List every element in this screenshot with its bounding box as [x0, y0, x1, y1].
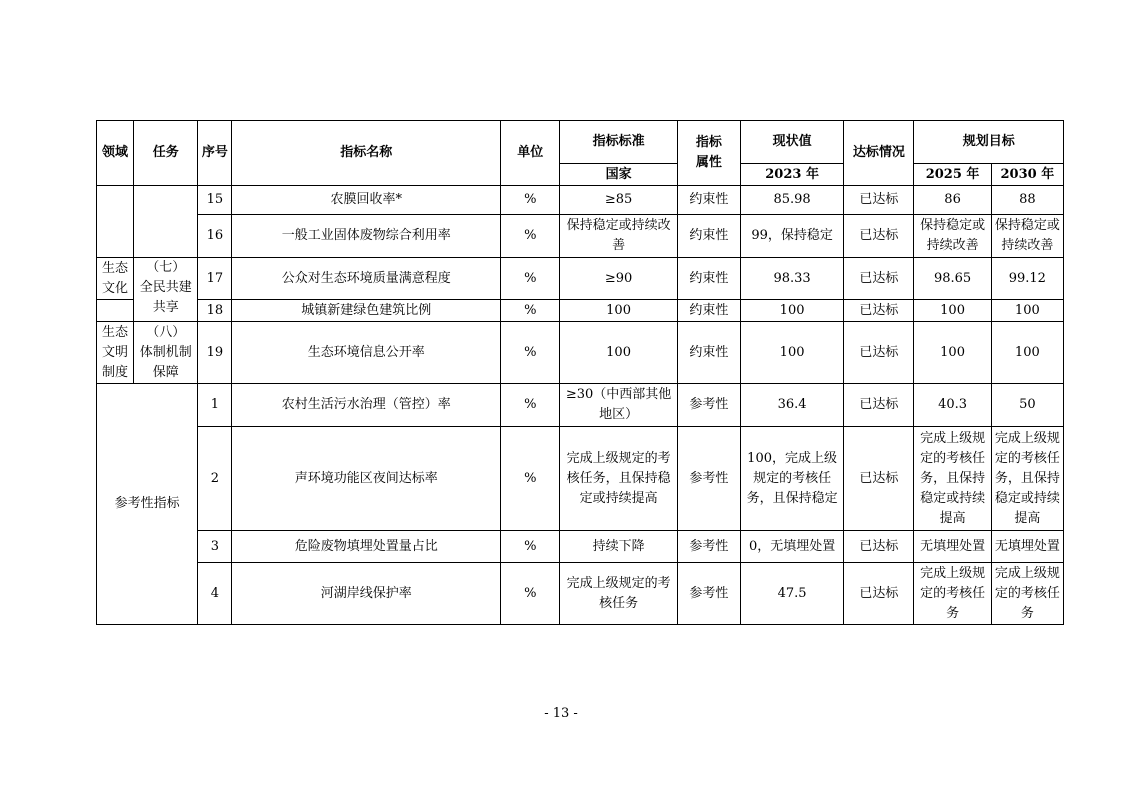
target-2030-cell: 完成上级规定的考核任务 [991, 563, 1063, 625]
seq-cell: 1 [198, 384, 232, 427]
reach-cell: 已达标 [844, 322, 914, 384]
seq-cell: 15 [198, 186, 232, 215]
domain-cell [97, 300, 134, 322]
header-status-2023: 2023 年 [740, 164, 843, 186]
header-standard-national: 国家 [560, 164, 677, 186]
header-target-2030: 2030 年 [991, 164, 1063, 186]
name-cell: 公众对生态环境质量满意程度 [232, 258, 501, 300]
table-row [97, 215, 1064, 258]
target-2030-cell: 无填埋处置 [991, 531, 1063, 563]
target-2030-cell: 99.12 [991, 258, 1063, 300]
attr-cell: 参考性 [677, 563, 740, 625]
page-number: - 13 - [544, 706, 578, 721]
domain-cell: 生态 文化 [97, 258, 134, 300]
reach-cell: 已达标 [844, 563, 914, 625]
reach-cell: 已达标 [844, 258, 914, 300]
header-reach: 达标情况 [844, 121, 914, 186]
unit-cell: % [501, 300, 560, 322]
attr-cell: 约束性 [677, 322, 740, 384]
attr-cell: 约束性 [677, 215, 740, 258]
header-target-2025: 2025 年 [914, 164, 991, 186]
target-2025-cell: 100 [914, 300, 991, 322]
name-cell: 城镇新建绿色建筑比例 [232, 300, 501, 322]
reach-cell: 已达标 [844, 186, 914, 215]
attr-cell: 约束性 [677, 186, 740, 215]
header-task: 任务 [134, 121, 198, 186]
unit-cell: % [501, 427, 560, 531]
seq-cell: 16 [198, 215, 232, 258]
standard-cell: 保持稳定或持续改善 [560, 215, 677, 258]
unit-cell: % [501, 563, 560, 625]
target-2030-cell: 100 [991, 300, 1063, 322]
name-cell: 农膜回收率* [232, 186, 501, 215]
unit-cell: % [501, 384, 560, 427]
standard-cell: ≥90 [560, 258, 677, 300]
unit-cell: % [501, 531, 560, 563]
seq-cell: 18 [198, 300, 232, 322]
domain-cell [97, 186, 134, 258]
header-name: 指标名称 [232, 121, 501, 186]
target-2025-cell: 86 [914, 186, 991, 215]
status-cell: 0，无填埋处置 [740, 531, 843, 563]
target-2025-cell: 98.65 [914, 258, 991, 300]
reach-cell: 已达标 [844, 300, 914, 322]
name-cell: 危险废物填埋处置量占比 [232, 531, 501, 563]
seq-cell: 4 [198, 563, 232, 625]
status-cell: 100 [740, 300, 843, 322]
name-cell: 一般工业固体废物综合利用率 [232, 215, 501, 258]
status-cell: 47.5 [740, 563, 843, 625]
standard-cell: ≥85 [560, 186, 677, 215]
unit-cell: % [501, 258, 560, 300]
unit-cell: % [501, 186, 560, 215]
reach-cell: 已达标 [844, 215, 914, 258]
table-row [97, 186, 1064, 215]
status-cell: 100 [740, 322, 843, 384]
status-cell: 36.4 [740, 384, 843, 427]
target-2030-cell: 100 [991, 322, 1063, 384]
target-2030-cell: 50 [991, 384, 1063, 427]
target-2025-cell: 40.3 [914, 384, 991, 427]
header-seq: 序号 [198, 121, 232, 186]
task-cell: （八） 体制机制 保障 [134, 322, 198, 384]
table-row [97, 258, 1064, 300]
attr-cell: 参考性 [677, 384, 740, 427]
standard-cell: 完成上级规定的考核任务，且保持稳定或持续提高 [560, 427, 677, 531]
table-row [97, 384, 1064, 427]
reference-domain-cell: 参考性指标 [97, 384, 198, 625]
reach-cell: 已达标 [844, 427, 914, 531]
header-standard: 指标标准 [560, 121, 677, 164]
table-row [97, 300, 1064, 322]
header-target: 规划目标 [914, 121, 1064, 164]
status-cell: 100，完成上级规定的考核任务，且保持稳定 [740, 427, 843, 531]
name-cell: 生态环境信息公开率 [232, 322, 501, 384]
target-2030-cell: 88 [991, 186, 1063, 215]
target-2025-cell: 完成上级规定的考核任务，且保持稳定或持续提高 [914, 427, 991, 531]
standard-cell: 100 [560, 322, 677, 384]
status-cell: 85.98 [740, 186, 843, 215]
table-row [97, 322, 1064, 384]
unit-cell: % [501, 322, 560, 384]
table-row [97, 531, 1064, 563]
attr-cell: 参考性 [677, 531, 740, 563]
standard-cell: ≥30（中西部其他地区） [560, 384, 677, 427]
table-row [97, 427, 1064, 531]
unit-cell: % [501, 215, 560, 258]
domain-cell: 生态 文明 制度 [97, 322, 134, 384]
status-cell: 99，保持稳定 [740, 215, 843, 258]
target-2030-cell: 保持稳定或持续改善 [991, 215, 1063, 258]
seq-cell: 19 [198, 322, 232, 384]
standard-cell: 100 [560, 300, 677, 322]
reach-cell: 已达标 [844, 384, 914, 427]
header-status: 现状值 [740, 121, 843, 164]
task-cell: （七） 全民共建 共享 [134, 258, 198, 322]
attr-cell: 约束性 [677, 258, 740, 300]
reach-cell: 已达标 [844, 531, 914, 563]
target-2025-cell: 完成上级规定的考核任务 [914, 563, 991, 625]
name-cell: 河湖岸线保护率 [232, 563, 501, 625]
name-cell: 声环境功能区夜间达标率 [232, 427, 501, 531]
target-2025-cell: 无填埋处置 [914, 531, 991, 563]
seq-cell: 3 [198, 531, 232, 563]
target-2025-cell: 100 [914, 322, 991, 384]
attr-cell: 约束性 [677, 300, 740, 322]
seq-cell: 2 [198, 427, 232, 531]
target-2030-cell: 完成上级规定的考核任务，且保持稳定或持续提高 [991, 427, 1063, 531]
status-cell: 98.33 [740, 258, 843, 300]
target-2025-cell: 保持稳定或持续改善 [914, 215, 991, 258]
standard-cell: 完成上级规定的考核任务 [560, 563, 677, 625]
header-attribute: 指标 属性 [677, 121, 740, 186]
standard-cell: 持续下降 [560, 531, 677, 563]
table-row [97, 563, 1064, 625]
attr-cell: 参考性 [677, 427, 740, 531]
name-cell: 农村生活污水治理（管控）率 [232, 384, 501, 427]
indicator-table [96, 120, 1064, 625]
header-domain: 领域 [97, 121, 134, 186]
task-cell [134, 186, 198, 258]
header-unit: 单位 [501, 121, 560, 186]
seq-cell: 17 [198, 258, 232, 300]
